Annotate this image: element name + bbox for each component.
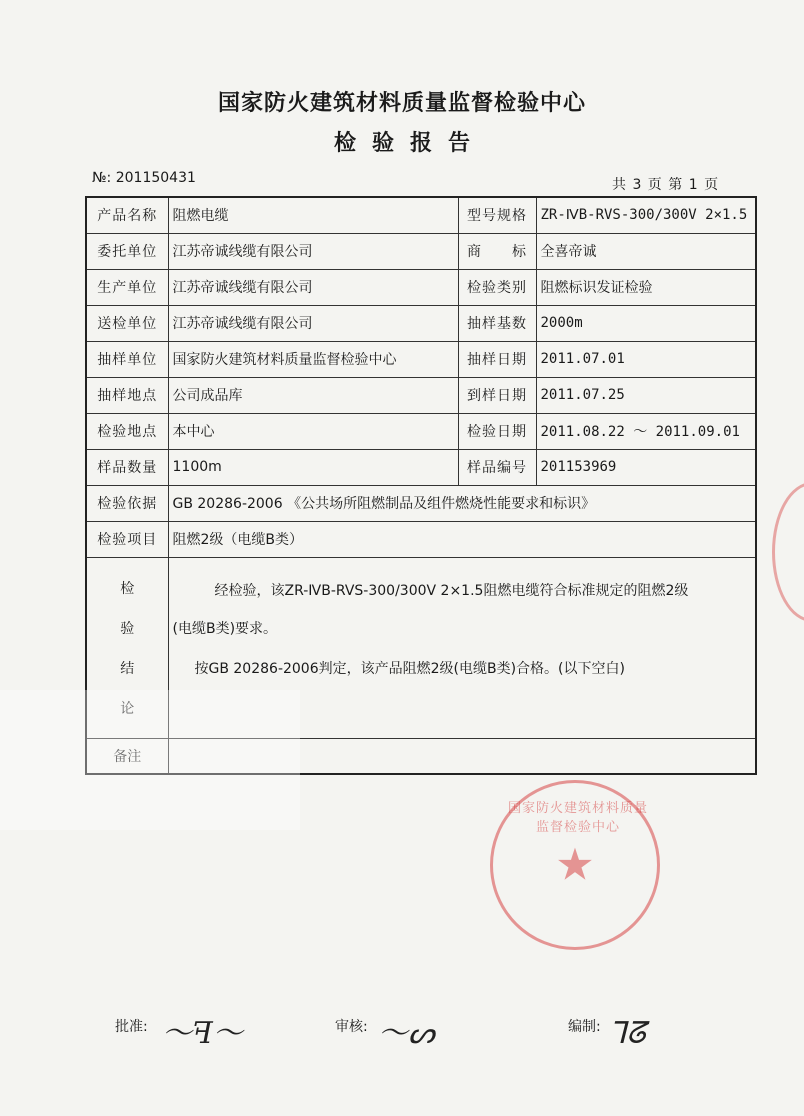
report-number: №: 201150431 [92,170,196,186]
field-value: 1100m [168,449,458,485]
field-label: 抽样单位 [86,341,168,377]
conclusion-label-char: 结 [120,660,135,677]
compile-label: 编制: [568,1019,601,1035]
field-label: 样品数量 [86,449,168,485]
org-title: 国家防火建筑材料质量监督检验中心 [217,91,586,116]
field-value: 全喜帝诚 [536,233,756,269]
field-label: 抽样日期 [458,341,536,377]
field-value: 2000m [536,305,756,341]
seal-star-icon: ★ [555,839,595,891]
item-value: 阻燃2级（电缆B类） [168,521,756,557]
info-row [86,269,756,305]
compile-signature: ᒣᘔ [608,1016,646,1051]
remarks-label: 备注 [86,738,168,774]
conclusion-label-char: 论 [120,700,135,717]
field-value: 本中心 [168,413,458,449]
basis-label: 检验依据 [86,485,168,521]
approve-label: 批准: [115,1019,148,1035]
field-value: ZR-ⅣB-RVS-300/300V 2×1.5 [536,197,756,233]
conclusion-label-char: 验 [120,620,135,637]
field-value: 2011.08.22 ～ 2011.09.01 [536,413,756,449]
report-title: 检验报告 [333,131,486,156]
field-label: 委托单位 [86,233,168,269]
item-row [86,521,756,557]
conclusion-label-char: 检 [120,580,135,597]
scan-artifact [0,690,300,830]
field-label: 到样日期 [458,377,536,413]
info-row [86,377,756,413]
official-seal [490,780,660,950]
field-label: 抽样基数 [458,305,536,341]
field-label: 送检单位 [86,305,168,341]
field-value: 江苏帝诚线缆有限公司 [168,269,458,305]
review-label: 审核: [335,1019,368,1035]
conclusion-paragraph-2: 按GB 20286-2006判定，该产品阻燃2级(电缆B类)合格。(以下空白) [194,660,625,677]
basis-value: GB 20286-2006 《公共场所阻燃制品及组件燃烧性能要求和标识》 [168,485,756,521]
basis-row [86,485,756,521]
field-label: 检验类别 [458,269,536,305]
field-label: 样品编号 [458,449,536,485]
conclusion-paragraph-1: 经检验，该ZR-ⅣB-RVS-300/300V 2×1.5阻燃电缆符合标准规定的阻燃2级 [214,582,689,599]
field-label: 商 标 [458,233,536,269]
field-value: 江苏帝诚线缆有限公司 [168,305,458,341]
field-value: 2011.07.01 [536,341,756,377]
item-label: 检验项目 [86,521,168,557]
field-label: 检验日期 [458,413,536,449]
field-label: 型号规格 [458,197,536,233]
info-row [86,413,756,449]
field-value: 阻燃标识发证检验 [536,269,756,305]
field-value: 阻燃电缆 [168,197,458,233]
field-label: 产品名称 [86,197,168,233]
field-value: 201153969 [536,449,756,485]
info-row [86,449,756,485]
info-row [86,341,756,377]
field-value: 国家防火建筑材料质量监督检验中心 [168,341,458,377]
seal-ring-text: 国家防火建筑材料质量监督检验中心 [507,801,648,835]
info-row [86,197,756,233]
approve-signature: 〜ꟻ〜 [162,1016,243,1051]
conclusion-paragraph-1-cont: (电缆B类)要求。 [172,620,278,637]
edge-seal-fragment [772,482,804,622]
review-signature: 〜ᔕ [378,1016,435,1051]
field-label: 生产单位 [86,269,168,305]
info-row [86,305,756,341]
field-value: 公司成品库 [168,377,458,413]
field-value: 2011.07.25 [536,377,756,413]
field-value: 江苏帝诚线缆有限公司 [168,233,458,269]
info-row [86,233,756,269]
report-table [85,196,757,775]
field-label: 抽样地点 [86,377,168,413]
field-label: 检验地点 [86,413,168,449]
page-info: 共 3 页 第 1 页 [612,177,720,193]
